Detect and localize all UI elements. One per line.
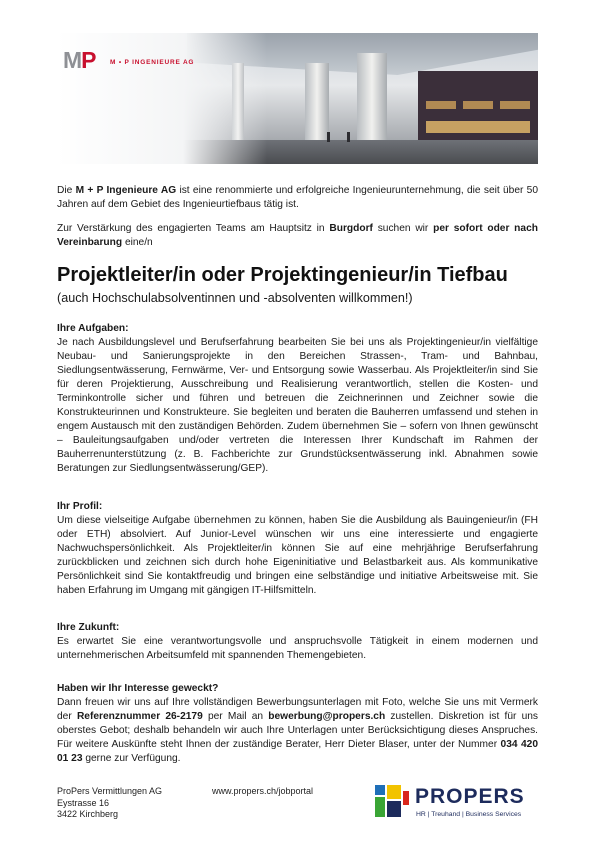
phone-number[interactable]: 034 420 01 23: [57, 739, 538, 764]
footer-address: [57, 786, 162, 821]
propers-logo: [375, 785, 555, 825]
section-heading-zukunft: Ihre Zukunft:: [57, 622, 120, 633]
section-heading-profil: Ihr Profil:: [57, 501, 103, 512]
application-email[interactable]: bewerbung@propers.ch: [268, 711, 386, 722]
location: Burgdorf: [329, 223, 373, 234]
section-text-zukunft: Es erwartet Sie eine verantwortungsvolle und anspruchsvolle Tätigkeit in einem modernen und unternehmerischen Arbeitsumfeld mit spannenden Themengebieten.: [57, 636, 538, 661]
reference-number: Referenznummer 26-2179: [76, 711, 203, 722]
mp-logo: MP: [63, 47, 96, 73]
section-text-aufgaben: Je nach Ausbildungslevel und Berufserfahrung bearbeiten Sie bei uns als Projektingenieur/in vielfältige Neubau- und Sanierungsprojekte in den Bereichen Strassen-, Tram- und Bahnbau, Siedlungsentwässerung, Fernwärme, Ver- und Entsorgung sowie Wasserbau. Als Projektleiter/in sind Sie für deren Projektierung, Ausschreibung und Realisierung verantwortlich, stellen die Kosten- und Terminkontrolle sicher und führen und betreuen die Zeichnerinnen und Zeichner sowie die Konstrukteurinnen und Konstrukteure. Sie begleiten und beraten die Bauherren umfassend und stehen in engem Austausch mit den zuständigen Behörden. Zudem übernehmen Sie – sofern von Ihnen gewünscht – Bauleitungsaufgaben und/oder vertreten die Interessen Ihrer Kundschaft im Rahmen der Bauherrenunterstützung (z. B. Fachberichte zur Grundstücksentwässerung inkl. Abnahmen sowie Beratungen zur Siedlungsentwässerung/GEP).: [57, 337, 538, 474]
company-name: M + P Ingenieure AG: [75, 185, 177, 196]
start-date: per sofort oder nach Vereinbarung: [57, 223, 538, 248]
intro-paragraph-2: Zur Verstärkung des engagierten Teams am Hauptsitz in Burgdorf suchen wir per sofort oder nach Vereinbarung eine/n: [57, 223, 538, 248]
section-heading-interesse: Haben wir Ihr Interesse geweckt?: [57, 683, 219, 694]
person: [327, 132, 330, 142]
person: [347, 132, 350, 142]
mp-logo-text: M • P INGENIEURE AG: [110, 59, 195, 66]
header-banner-image: [57, 33, 538, 164]
logo-panel: [57, 33, 267, 164]
logo-square-red: [403, 791, 409, 805]
section-text-profil: Um diese vielseitige Aufgabe übernehmen zu können, haben Sie die Ausbildung als Bauingenieur/in (FH oder ETH) absolviert. Auf Junior-Level wünschen wir uns eine interessierte und engagierte Nachwuchspersönlichkeit. Als Projektleiter/in können Sie auf eine mehrjährige Berufserfahrung zurückblicken und zeichnen sich durch hohe Eigeninitiative und Belastbarkeit aus. Als kommunikative Persönlichkeit sind Sie kontaktfreudig und bringen eine selbständige und initiative Arbeitsweise mit. Sie haben Erfahrung im Umgang mit gängigen IT-Hilfsmitteln.: [57, 515, 538, 596]
logo-square-blue: [375, 785, 385, 795]
propers-wordmark: PROPERS: [415, 785, 525, 808]
propers-tagline: HR | Treuhand | Business Services: [416, 811, 522, 818]
section-text-interesse: Dann freuen wir uns auf Ihre vollständigen Bewerbungsunterlagen mit Foto, welche Sie uns mit Vermerk der Referenznummer 26-2179 per Mail an bewerbung@propers.ch zustellen. Diskretion ist für uns oberstes Gebot; deshalb behandeln wir auch Ihre Unterlagen unter Berücksichtigung dieses Anspruches. Für weitere Auskünfte steht Ihnen der zuständige Berater, Herr Dieter Blaser, unter der Nummer 034 420 01 23 gerne zur Verfügung.: [57, 697, 538, 764]
footer-city: 3422 Kirchberg: [57, 809, 119, 819]
logo-square-green: [375, 797, 385, 817]
job-subtitle: (auch Hochschulabsolventinnen und -absolventen willkommen!): [57, 291, 413, 305]
job-title: Projektleiter/in oder Projektingenieur/in Tiefbau: [57, 264, 508, 286]
logo-square-yellow: [387, 785, 401, 799]
footer-street: Eystrasse 16: [57, 797, 110, 808]
logo-square-navy: [387, 801, 401, 817]
footer-url[interactable]: www.propers.ch/jobportal: [212, 786, 314, 796]
intro-paragraph-1: Die M + P Ingenieure AG ist eine renommierte und erfolgreiche Ingenieurunternehmung, die seit über 50 Jahren auf dem Gebiet des Ingenieurtiefbaus tätig ist.: [57, 185, 538, 210]
section-heading-aufgaben: Ihre Aufgaben:: [57, 323, 129, 334]
footer-company: ProPers Vermittlungen AG: [57, 786, 163, 796]
